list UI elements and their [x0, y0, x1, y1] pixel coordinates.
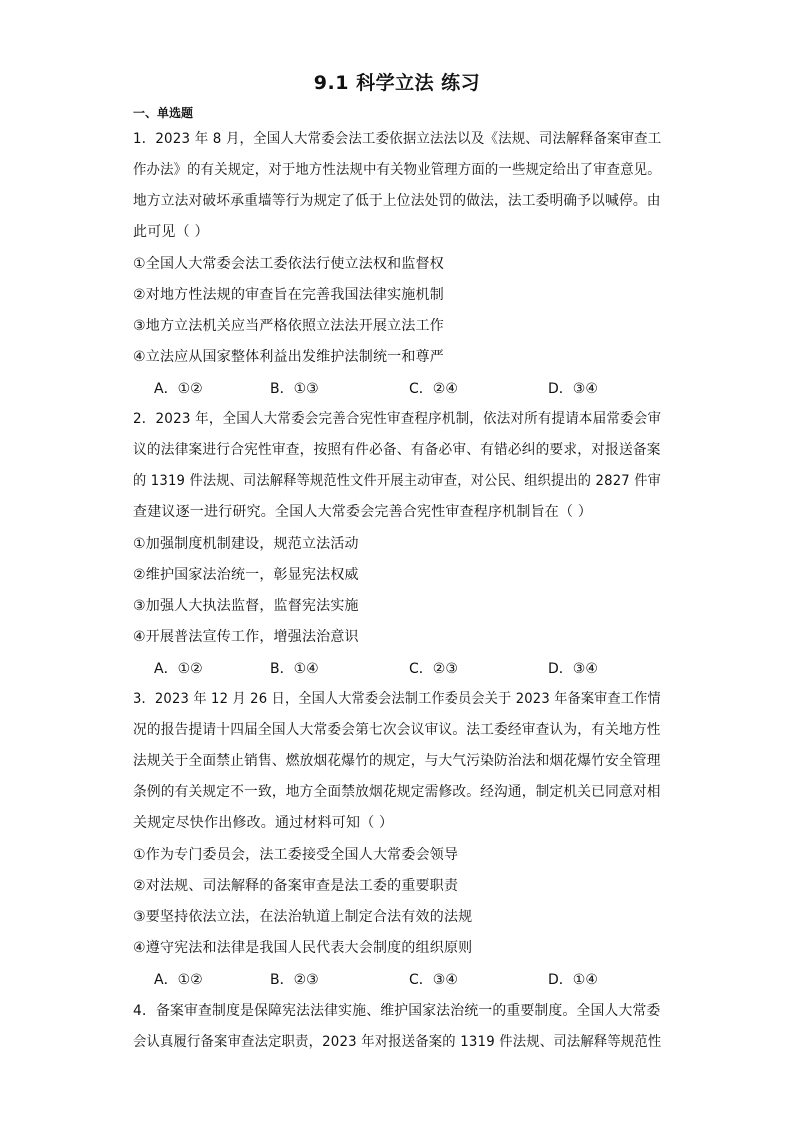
choice-b[interactable]: B．①④: [270, 661, 319, 677]
question-text-line: 此可见（ ）: [133, 224, 209, 240]
question-text-line: 2．2023 年，全国人大常委会完善合宪性审查程序机制，依法对所有提请本届常委会审: [133, 411, 662, 427]
statement-option: ①全国人大常委会法工委依法行使立法权和监督权: [133, 256, 444, 272]
question-text-line: 作办法》的有关规定，对于地方性法规中有关物业管理方面的一些规定给出了审查意见。: [133, 162, 661, 178]
section-heading: 一、单选题: [133, 106, 194, 120]
choice-a[interactable]: A．①②: [154, 661, 203, 677]
question-text-line: 查建议逐一进行研究。全国人大常委会完善合宪性审查程序机制旨在（ ）: [133, 504, 593, 520]
choice-c[interactable]: C．②③: [409, 661, 458, 677]
choice-a[interactable]: A．①②: [154, 972, 203, 988]
question-text-line: 议的法律案进行合宪性审查，按照有件必备、有备必审、有错必纠的要求，对报送备案: [133, 442, 661, 458]
question-text-line: 条例的有关规定不一致，地方全面禁放烟花规定需修改。经沟通，制定机关已同意对相: [133, 784, 661, 800]
page-title: 9.1 科学立法 练习: [313, 72, 481, 94]
statement-option: ①加强制度机制建设，规范立法活动: [133, 536, 359, 552]
statement-option: ③要坚持依法立法，在法治轨道上制定合法有效的法规: [133, 909, 473, 925]
statement-option: ②对法规、司法解释的备案审查是法工委的重要职责: [133, 878, 459, 894]
question-text-line: 的 1319 件法规、司法解释等规范性文件开展主动审查，对公民、组织提出的 2827 件审: [133, 473, 662, 489]
question-text-line: 3．2023 年 12 月 26 日，全国人大常委会法制工作委员会关于 2023 年备案审查工作情: [133, 691, 661, 707]
choice-b[interactable]: B．②③: [270, 972, 319, 988]
question-text-line: 地方立法对破坏承重墙等行为规定了低于上位法处罚的做法，法工委明确予以喊停。由: [133, 193, 661, 209]
question-text-line: 况的报告提请十四届全国人大常委会第七次会议审议。法工委经审查认为，有关地方性: [133, 722, 661, 738]
choice-d[interactable]: D．③④: [548, 661, 598, 677]
statement-option: ③地方立法机关应当严格依照立法法开展立法工作: [133, 318, 444, 334]
question-text-line: 关规定尽快作出修改。通过材料可知（ ）: [133, 815, 394, 831]
statement-option: ②对地方性法规的审查旨在完善我国法律实施机制: [133, 287, 444, 303]
choice-d[interactable]: D．③④: [548, 381, 598, 397]
choice-c[interactable]: C．②④: [409, 381, 458, 397]
choice-d[interactable]: D．①④: [548, 972, 598, 988]
statement-option: ④开展普法宣传工作，增强法治意识: [133, 629, 359, 645]
statement-option: ④遵守宪法和法律是我国人民代表大会制度的组织原则: [133, 940, 473, 956]
statement-option: ④立法应从国家整体利益出发维护法制统一和尊严: [133, 349, 444, 365]
question-text-line: 法规关于全面禁止销售、燃放烟花爆竹的规定，与大气污染防治法和烟花爆竹安全管理: [133, 753, 661, 769]
question-text-line: 4．备案审查制度是保障宪法法律实施、维护国家法治统一的重要制度。全国人大常委: [133, 1003, 661, 1019]
question-text-line: 会认真履行备案审查法定职责，2023 年对报送备案的 1319 件法规、司法解释等规范性: [133, 1034, 662, 1050]
choice-a[interactable]: A．①②: [154, 381, 203, 397]
question-text-line: 1．2023 年 8 月，全国人大常委会法工委依据立法法以及《法规、司法解释备案审查工: [133, 131, 662, 147]
statement-option: ②维护国家法治统一，彰显宪法权威: [133, 567, 359, 583]
statement-option: ③加强人大执法监督，监督宪法实施: [133, 598, 359, 614]
choice-b[interactable]: B．①③: [270, 381, 319, 397]
statement-option: ①作为专门委员会，法工委接受全国人大常委会领导: [133, 847, 459, 863]
choice-c[interactable]: C．③④: [409, 972, 458, 988]
